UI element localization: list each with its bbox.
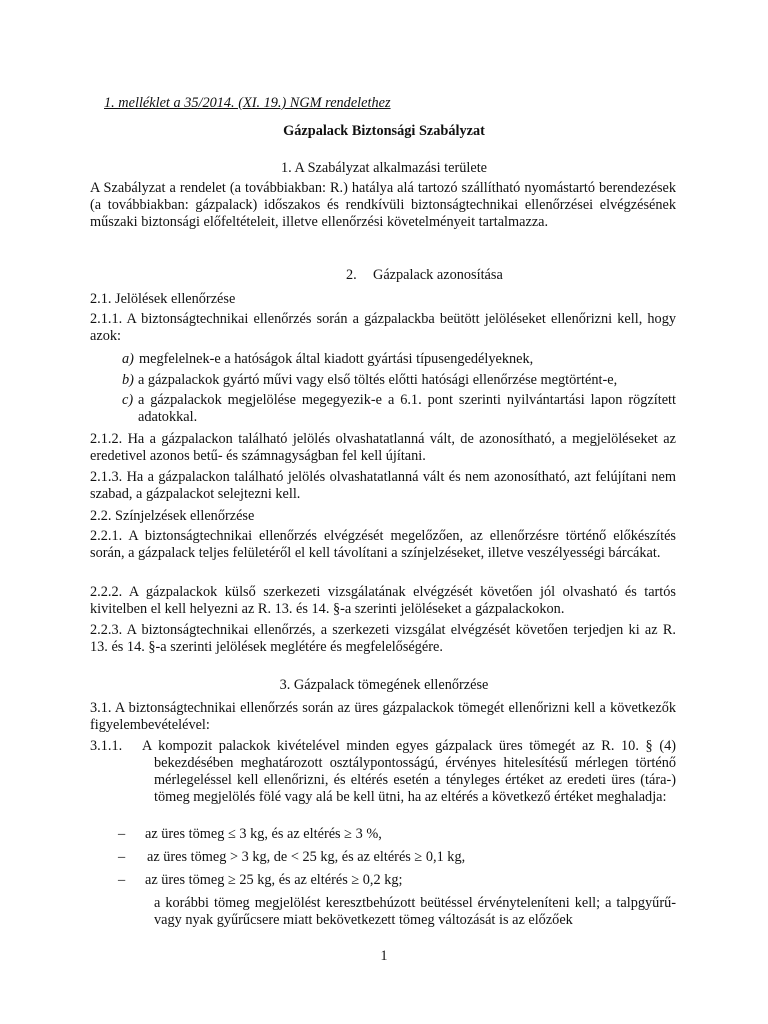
paragraph-3-1-1-wrap (142, 738, 676, 806)
paragraph-tail: a korábbi tömeg megjelölést keresztbehúzott beütéssel érvényteleníteni kell; a talpgyűrű- vagy nyak gyűrűcsere miatt bekövetkezett tömeg változását is az előzőek (154, 895, 676, 928)
paragraph-2-1-1: 2.1.1. A biztonságtechnikai ellenőrzés során a gázpalackba beütött jelöléseket ellenőrizni kell, hogy azok: (90, 311, 676, 344)
paragraph-2-2-2: 2.2.2. A gázpalackok külső szerkezeti vizsgálatának elvégzését követően jól olvasható és tartós kivitelben el kell helyezni az R. 13. és 14. §-a szerinti jelöléseket a gázpalackokon. (90, 584, 676, 617)
list-item-a: megfelelnek-e a hatóságok által kiadott gyártási típusengedélyeknek, (139, 351, 534, 367)
annex-reference: 1. melléklet a 35/2014. (XI. 19.) NGM rendelethez (104, 95, 391, 111)
paragraph-3-1: 3.1. A biztonságtechnikai ellenőrzés során az üres gázpalackok tömegét ellenőrizni kell a következők figyelembevételével: (90, 700, 676, 733)
section-1-body: A Szabályzat a rendelet (a továbbiakban: R.) hatálya alá tartozó szállítható nyomástartó berendezések (a továbbiakban: gázpalack) időszakos és rendkívüli biztonságtechnikai ellenőrzései elvégzésének műszaki biztonsági előfeltételeit, illetve ellenőrzési követelményeit tartalmazza. (90, 180, 676, 230)
list-item-c (138, 392, 676, 426)
section-2-heading: Gázpalack azonosítása (373, 267, 503, 283)
paragraph-3-1-1: A kompozit palackok kivételével minden egyes gázpalack üres tömegét az R. 10. § (4) bekezdésében meghatározott osztálypontosságú, érvényes hitelesítésű mérlegen történő mérlegeléssel kell ellenőrizni, és eltérés esetén a tényleges értéket az eredeti üres (tára-) tömeg megjelölés fölé vagy alá be kell ütni, ha az eltérés a következő értéket meghaladja: (142, 738, 676, 805)
list-item-b: a gázpalackok gyártó művi vagy első töltés előtti hatósági ellenőrzése megtörtént-e, (138, 372, 618, 388)
paragraph-2-2-3: 2.2.3. A biztonságtechnikai ellenőrzés, a szerkezeti vizsgálat elvégzését követően terjedjen ki az R. 13. és 14. §-a szerinti jelölések meglétére és megfelelőségére. (90, 622, 676, 655)
section-1-heading: 1. A Szabályzat alkalmazási területe (280, 160, 488, 176)
document-title: Gázpalack Biztonsági Szabályzat (283, 123, 485, 139)
dash-1: – (118, 826, 126, 842)
paragraph-2-1-2: 2.1.2. Ha a gázpalackon található jelölés olvashatatlanná vált, de azonosítható, a megjelöléseket az eredetivel azonos betű- és számnagyságban fel kell újítani. (90, 431, 676, 464)
dash-2: – (118, 849, 126, 865)
paragraph-2-1-3: 2.1.3. Ha a gázpalackon található jelölés olvashatatlanná vált és nem azonosítható, azt felújítani nem szabad, a gázpalackot selejtezni kell. (90, 469, 676, 502)
section-2-number: 2. (346, 267, 357, 283)
list-label-b: b) (122, 372, 134, 388)
page-number: 1 (380, 948, 388, 964)
weight-rule-1: az üres tömeg ≤ 3 kg, és az eltérés ≥ 3 %, (145, 826, 382, 842)
dash-3: – (118, 872, 126, 888)
weight-rule-2: az üres tömeg > 3 kg, de < 25 kg, és az eltérés ≥ 0,1 kg, (147, 849, 466, 865)
list-item-c-text: a gázpalackok megjelölése megegyezik-e a 6.1. pont szerinti nyilvántartási lapon rögzített adatokkal. (138, 392, 676, 425)
weight-rule-3: az üres tömeg ≥ 25 kg, és az eltérés ≥ 0,2 kg; (145, 872, 403, 888)
subsection-2-1-title: 2.1. Jelölések ellenőrzése (90, 291, 236, 307)
subsection-2-2-title: 2.2. Színjelzések ellenőrzése (90, 508, 255, 524)
section-3-heading: 3. Gázpalack tömegének ellenőrzése (279, 677, 489, 693)
paragraph-2-2-1: 2.2.1. A biztonságtechnikai ellenőrzés elvégzését megelőzően, az ellenőrzésre történő előkészítés során, a gázpalack teljes felületéről el kell távolítani a színjelzéseket, illetve veszélyességi bárcákat. (90, 528, 676, 561)
list-label-a: a) (122, 351, 134, 367)
paragraph-3-1-1-number: 3.1.1. (90, 738, 123, 754)
list-label-c: c) (122, 392, 134, 408)
